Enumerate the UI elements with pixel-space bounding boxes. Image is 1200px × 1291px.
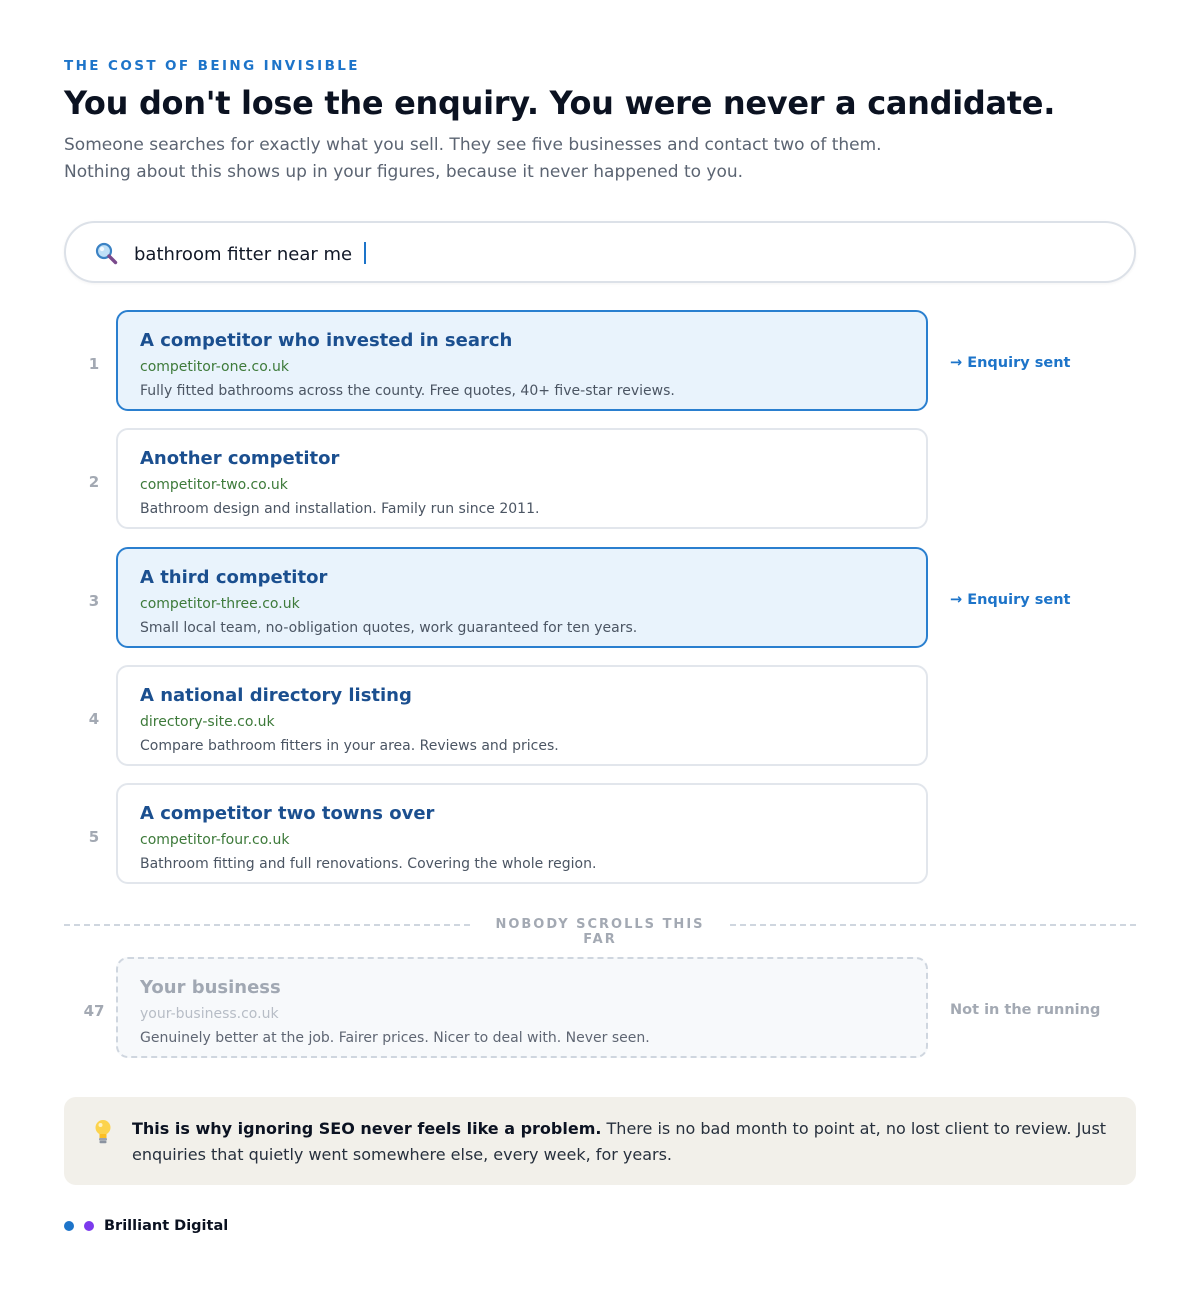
search-result-card[interactable] — [116, 547, 928, 648]
result-rank: 4 — [88, 710, 100, 728]
result-title[interactable]: Another competitor — [140, 448, 340, 469]
callout-box — [64, 1097, 1136, 1185]
search-bar[interactable] — [64, 221, 1136, 283]
callout-text — [132, 1116, 1112, 1167]
enquiry-sent-note: → Enquiry sent — [950, 355, 1071, 371]
callout-body-text: There is no bad month to point at, no lost client to review. Just enquiries that quietly went somewhere else, every week, for years. — [132, 1119, 1107, 1164]
result-description: Bathroom design and installation. Family run since 2011. — [140, 501, 540, 517]
brand-dot-blue — [64, 1221, 74, 1231]
result-title[interactable]: A third competitor — [140, 567, 328, 588]
your-business-rank: 47 — [83, 1002, 105, 1020]
result-description: Fully fitted bathrooms across the county. Free quotes, 40+ five-star reviews. — [140, 383, 675, 399]
text-caret — [364, 242, 366, 264]
result-url: directory-site.co.uk — [140, 714, 275, 730]
callout-bold-text: This is why ignoring SEO never feels like a problem. — [132, 1119, 602, 1138]
brand-footer — [64, 1216, 228, 1236]
lightbulb-icon — [94, 1119, 112, 1145]
brand-dot-purple — [84, 1221, 94, 1231]
result-rank: 3 — [88, 592, 100, 610]
result-rank: 5 — [88, 828, 100, 846]
eyebrow-label: THE COST OF BEING INVISIBLE — [64, 58, 360, 74]
page-subtitle: Someone searches for exactly what you sell. They see five businesses and contact two of them. Nothing about this shows up in your figures, because it never happened to you. — [64, 135, 882, 182]
brand-name: Brilliant Digital — [104, 1218, 229, 1234]
result-rank: 2 — [88, 473, 100, 491]
result-title[interactable]: A national directory listing — [140, 685, 412, 706]
search-query-text: bathroom fitter near me — [134, 244, 353, 265]
search-query[interactable] — [134, 242, 366, 265]
divider-line-left — [64, 924, 470, 926]
result-title[interactable]: A competitor two towns over — [140, 803, 435, 824]
not-in-running-note: Not in the running — [950, 1002, 1101, 1018]
result-description: Compare bathroom fitters in your area. Reviews and prices. — [140, 738, 559, 754]
result-description: Small local team, no-obligation quotes, work guaranteed for ten years. — [140, 620, 638, 636]
your-business-description: Genuinely better at the job. Fairer prices. Nicer to deal with. Never seen. — [140, 1030, 650, 1046]
page-headline: You don't lose the enquiry. You were never a candidate. — [64, 84, 1056, 122]
result-title[interactable]: A competitor who invested in search — [140, 330, 513, 351]
divider-line-right — [730, 924, 1136, 926]
result-description: Bathroom fitting and full renovations. Covering the whole region. — [140, 856, 597, 872]
your-business-card[interactable] — [116, 957, 928, 1058]
result-rank: 1 — [88, 355, 100, 373]
result-url: competitor-one.co.uk — [140, 359, 289, 375]
your-business-url: your-business.co.uk — [140, 1006, 279, 1022]
divider-label: NOBODY SCROLLS THIS FAR — [495, 917, 705, 947]
result-url: competitor-two.co.uk — [140, 477, 288, 493]
your-business-title[interactable]: Your business — [140, 977, 281, 998]
enquiry-sent-note: → Enquiry sent — [950, 592, 1071, 608]
search-result-card[interactable] — [116, 310, 928, 411]
search-result-card[interactable] — [116, 665, 928, 766]
result-url: competitor-four.co.uk — [140, 832, 290, 848]
result-url: competitor-three.co.uk — [140, 596, 300, 612]
magnifier-icon — [94, 241, 118, 265]
search-result-card[interactable] — [116, 783, 928, 884]
search-result-card[interactable] — [116, 428, 928, 529]
